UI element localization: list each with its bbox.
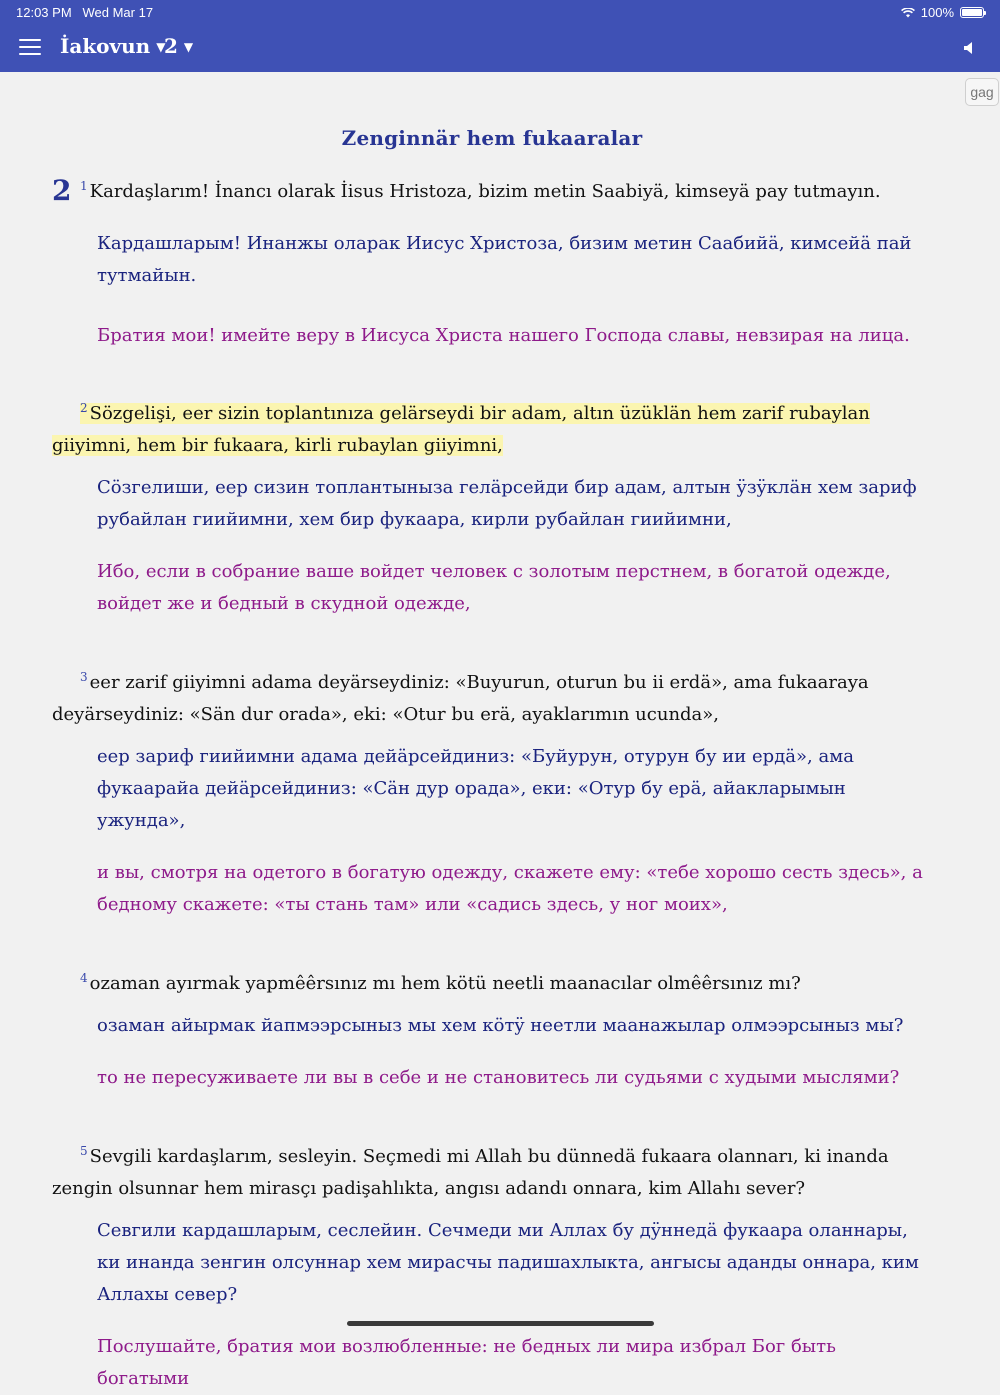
- verse-3-cyrillic: еер зариф гиийимни адама дейäрсейдиниз: «Буйурун, отурун бу ии ердä», ама фукаарайа дейäрсейдиниз: «Сäн дур орада», еки: «Отур бу ерä, айакларымын ужунда»,: [97, 746, 854, 831]
- verse-1-russian: Братия мои! имейте веру в Иисуса Христа нашего Господа славы, невзирая на лица.: [97, 325, 910, 346]
- verse-1-cyrillic: Кардашларым! Инанжы оларак Иисус Христоза, бизим метин Саабийä, кимсейä пай тутмайын.: [97, 233, 912, 286]
- verse-number: 1: [80, 179, 88, 193]
- status-time: 12:03 PM Wed Mar 17: [16, 5, 154, 20]
- verse-5-russian: Послушайте, братия мои возлюбленные: не бедных ли мира избрал Бог быть богатыми: [97, 1336, 836, 1389]
- verse-text: Sözgelişi, eer sizin toplantınıza gelärseydi bir adam, altın üzüklän hem zarif rubaylan giiyimni, hem bir fukaara, kirli rubaylan giiyimni,: [52, 403, 870, 456]
- verse-number: 4: [80, 971, 88, 985]
- verse-3[interactable]: [52, 661, 932, 731]
- book-name: İakovun: [60, 34, 151, 58]
- verse-2[interactable]: [52, 392, 932, 462]
- verse-text: Kardaşlarım! İnancı olarak İisus Hristoza, bizim metin Saabiyä, kimseyä pay tutmayın.: [89, 181, 881, 202]
- verse-number: 2: [80, 401, 88, 415]
- verse-1[interactable]: [52, 170, 932, 208]
- verse-gap: [52, 352, 932, 392]
- verse-text: ozaman ayırmak yapmêêrsınız mı hem kötü neetli maanacılar olmêêrsınız mı?: [89, 973, 801, 994]
- top-bar: [0, 0, 1000, 72]
- verse-highlight: [52, 403, 870, 456]
- verse-3-russian: и вы, смотря на одетого в богатую одежду, скажете ему: «тебе хорошо сесть здесь», а бедному скажете: «ты стань там» или «садись здесь, у ног моих»,: [97, 862, 923, 915]
- verse-5-cyrillic: Севгили кардашларым, сеслейин. Сечмеди ми Аллах бу дÿннедä фукаара оланнары, ки инанда зенгин олсуннар хем мирасчы падишахлыкта, ангысы аданды оннара, ким Аллахы север?: [97, 1220, 919, 1305]
- chapter-number: 2: [52, 174, 72, 207]
- battery-icon: [960, 7, 984, 18]
- verse-4-cyrillic: озаман айырмак йапмээрсыныз мы хем кöтÿ неетли маанажылар олмээрсыныз мы?: [97, 1015, 904, 1036]
- verse-4[interactable]: [52, 962, 932, 1000]
- verse-number: 5: [80, 1144, 88, 1158]
- status-indicators: [901, 5, 984, 20]
- language-toggle-button[interactable]: gag: [965, 78, 999, 106]
- verse-2-cyrillic: Сöзгелиши, еер сизин топлантыныза гелäрсейди бир адам, алтын ÿзÿклäн хем зариф рубайлан гиийимни, хем бир фукаара, кирли рубайлан гиийимни,: [97, 477, 917, 530]
- verse-5[interactable]: [52, 1135, 932, 1205]
- chevron-down-icon: ▼: [156, 40, 166, 54]
- verse-2-russian: Ибо, если в собрание ваше войдет человек с золотым перстнем, в богатой одежде, войдет же и бедный в скудной одежде,: [97, 561, 891, 614]
- hamburger-menu-icon[interactable]: [19, 39, 41, 55]
- verse-text: eer zarif giiyimni adama deyärseydiniz: «Buyurun, oturun bu ii erdä», ama fukaaraya deyärseydiniz: «Sän dur orada», eki: «Otur bu erä, ayaklarımın ucunda»,: [52, 672, 869, 725]
- book-selector[interactable]: [60, 34, 165, 58]
- chapter-value: 2: [164, 34, 178, 58]
- wifi-icon: [901, 8, 915, 18]
- verse-gap: [52, 620, 932, 661]
- speaker-icon[interactable]: [962, 40, 978, 56]
- verse-number: 3: [80, 670, 88, 684]
- section-heading: Zenginnär hem fukaaralar: [341, 126, 643, 150]
- verse-gap: [52, 1094, 932, 1135]
- chapter-selector[interactable]: [164, 34, 193, 58]
- verse-gap: [52, 921, 932, 962]
- home-indicator[interactable]: [347, 1321, 654, 1326]
- verse-text: Sevgili kardaşlarım, sesleyin. Seçmedi mi Allah bu dünnedä fukaara olannarı, ki inanda zengin olsunnar hem mirasçı padişahlıkta, angısı adandı onnara, kim Allahı sever?: [52, 1146, 889, 1199]
- chevron-down-icon: ▼: [183, 40, 194, 54]
- battery-percent: 100%: [920, 5, 954, 20]
- chapter-content: [52, 120, 932, 1395]
- verse-4-russian: то не пересуживаете ли вы в себе и не становитесь ли судьями с худыми мыслями?: [97, 1067, 900, 1088]
